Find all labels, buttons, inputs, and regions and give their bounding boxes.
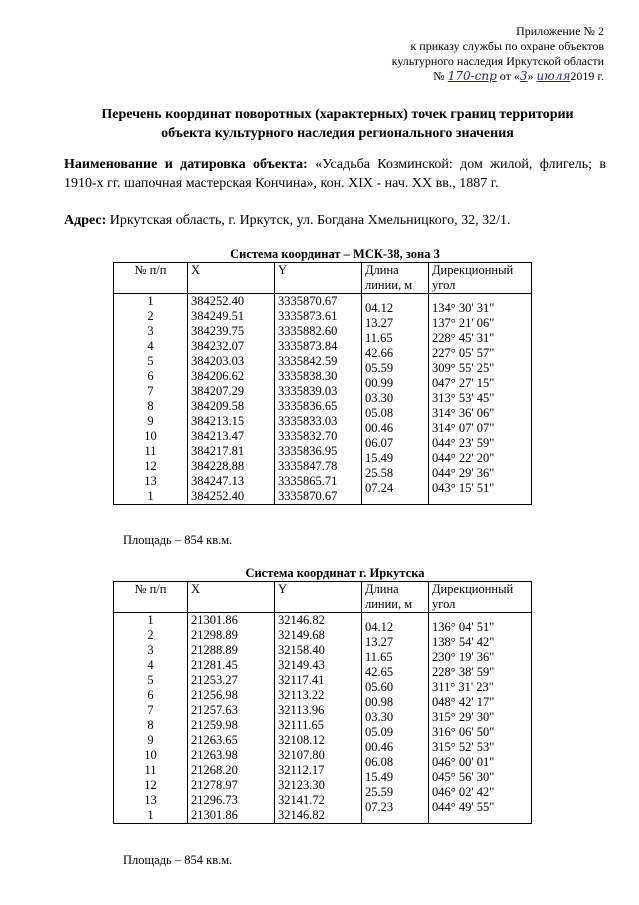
table2-num-cell: 9 xyxy=(147,733,154,747)
table1-y-cell: 3335873.61 xyxy=(278,309,338,323)
table2-angle-cell: 048° 42' 17" xyxy=(432,695,495,709)
header-length xyxy=(362,263,429,294)
table2-x-cell: 21259.98 xyxy=(191,718,238,732)
table1-angle-cell: 134° 30' 31" xyxy=(432,301,495,315)
table2-x-cell: 21256.98 xyxy=(191,688,238,702)
header-angle-line-2: угол xyxy=(432,278,456,292)
table1-y-cell: 3335870.67 xyxy=(278,489,338,503)
table2-x-cell: 21301.86 xyxy=(191,613,238,627)
table1-length-cell: 05.59 xyxy=(365,361,394,375)
table2-y-cell: 32108.12 xyxy=(278,733,325,747)
table2-angle-cell: 138° 54' 42" xyxy=(432,635,495,649)
table1-length-column xyxy=(362,294,429,505)
header-angle xyxy=(429,263,532,294)
header-angle xyxy=(429,582,532,613)
table2-num-cell: 4 xyxy=(147,658,154,672)
table2-angle-cell: 311° 31' 23" xyxy=(432,680,494,694)
table1-num-cell: 7 xyxy=(147,384,154,398)
table1-angle-cell: 044° 23' 59" xyxy=(432,436,495,450)
table1-angle-cell: 044° 22' 20" xyxy=(432,451,495,465)
table2-num-cell: 10 xyxy=(144,748,157,762)
table2-num-cell: 8 xyxy=(147,718,154,732)
table1-length-cell: 07.24 xyxy=(365,481,394,495)
table1-y-column xyxy=(275,294,362,505)
table1-length-cell: 00.99 xyxy=(365,376,394,390)
table1-num-cell: 13 xyxy=(144,474,157,488)
table2-angle-column xyxy=(429,613,532,824)
table1-x-cell: 384213.15 xyxy=(191,414,245,428)
table2-y-cell: 32158.40 xyxy=(278,643,325,657)
table1-y-cell: 3335836.95 xyxy=(278,444,338,458)
appendix-line-1: Приложение № 2 xyxy=(516,24,604,38)
title-line-2: объекта культурного наследия регионального значения xyxy=(161,126,514,141)
table2-y-cell: 32123.30 xyxy=(278,778,325,792)
table2-x-cell: 21301.86 xyxy=(191,808,238,822)
table1-length-cell: 06.07 xyxy=(365,436,394,450)
appendix-order-line xyxy=(304,69,604,84)
appendix-line-2: к приказу службы по охране объектов xyxy=(410,39,604,53)
table1-length-cell: 05.08 xyxy=(365,406,394,420)
order-month-handwritten: июля xyxy=(536,69,571,83)
table2-angle-cell: 315° 29' 30" xyxy=(432,710,495,724)
table2-num-cell: 7 xyxy=(147,703,154,717)
table1-x-cell: 384232.07 xyxy=(191,339,245,353)
table1-y-cell: 3335847.78 xyxy=(278,459,338,473)
table1-y-cell: 3335839.03 xyxy=(278,384,338,398)
table1-angle-cell: 314° 36' 06" xyxy=(432,406,495,420)
table2-y-cell: 32149.68 xyxy=(278,628,325,642)
table2-x-cell: 21257.63 xyxy=(191,703,238,717)
table1-num-cell: 12 xyxy=(144,459,157,473)
table2-length-cell: 11.65 xyxy=(365,650,393,664)
object-address-value: Иркутская область, г. Иркутск, ул. Богдана Хмельницкого, 32, 32/1. xyxy=(109,213,511,228)
table1-length-cell: 13.27 xyxy=(365,316,394,330)
table2-length-cell: 05.60 xyxy=(365,680,394,694)
header-angle-line-1: Дирекционный xyxy=(432,582,514,596)
table2-caption: Система координат г. Иркутска xyxy=(245,566,425,580)
table1-num-cell: 3 xyxy=(147,324,154,338)
table1-angle-cell: 227° 05' 57" xyxy=(432,346,495,360)
table1-y-cell: 3335836.65 xyxy=(278,399,338,413)
table2-num-cell: 1 xyxy=(147,613,154,627)
table1-length-cell: 04.12 xyxy=(365,301,394,315)
table2-num-column xyxy=(114,613,188,824)
table1-angle-cell: 044° 29' 36" xyxy=(432,466,495,480)
table1-x-cell: 384217.81 xyxy=(191,444,245,458)
table1-angle-cell: 314° 07' 07" xyxy=(432,421,495,435)
table2-angle-cell: 228° 38' 59" xyxy=(432,665,495,679)
table1-angle-cell: 043° 15' 51" xyxy=(432,481,495,495)
table1-length-cell: 15.49 xyxy=(365,451,394,465)
table1-body-row xyxy=(114,294,532,505)
table1-caption: Система координат – МСК-38, зона 3 xyxy=(230,247,440,261)
table1-x-cell: 384249.51 xyxy=(191,309,245,323)
table2-length-cell: 07.23 xyxy=(365,800,394,814)
order-year: 2019 г. xyxy=(570,69,604,83)
table1-x-column xyxy=(188,294,275,505)
table2-angle-cell: 315° 52' 53" xyxy=(432,740,495,754)
table2-length-cell: 13.27 xyxy=(365,635,394,649)
table2-num-cell: 3 xyxy=(147,643,154,657)
order-number-label: № xyxy=(433,69,445,83)
header-num: № п/п xyxy=(114,263,188,294)
table1-num-cell: 2 xyxy=(147,309,154,323)
table2-x-cell: 21296.73 xyxy=(191,793,238,807)
header-angle-line-1: Дирекционный xyxy=(432,263,514,277)
table1-x-cell: 384203.03 xyxy=(191,354,245,368)
table1-x-cell: 384209.58 xyxy=(191,399,245,413)
table2-num-cell: 2 xyxy=(147,628,154,642)
table1-num-cell: 4 xyxy=(147,339,154,353)
table2-y-cell: 32146.82 xyxy=(278,613,325,627)
table2-num-cell: 12 xyxy=(144,778,157,792)
table1-length-cell: 03.30 xyxy=(365,391,394,405)
table2-y-cell: 32113.96 xyxy=(278,703,325,717)
header-length-line-2: линии, м xyxy=(365,597,413,611)
table1-length-cell: 00.46 xyxy=(365,421,394,435)
table1-num-cell: 6 xyxy=(147,369,154,383)
table1-length-cell: 42.66 xyxy=(365,346,394,360)
table1-angle-cell: 047° 27' 15" xyxy=(432,376,495,390)
table2-y-cell: 32149.43 xyxy=(278,658,325,672)
order-date-mid: » xyxy=(527,69,534,83)
table1-coordinates xyxy=(113,262,532,505)
table2-x-cell: 21263.65 xyxy=(191,733,238,747)
object-name-value: «Усадьба Козминской: дом жилой, флигель; в 1910-х гг. шапочная мастерская Кончина», кон. XIX - нач. XX вв., 1887 г. xyxy=(64,157,607,191)
table2-angle-cell: 045° 56' 30" xyxy=(432,770,495,784)
header-num: № п/п xyxy=(114,582,188,613)
table2-y-cell: 32107.80 xyxy=(278,748,325,762)
table2-angle-cell: 230° 19' 36" xyxy=(432,650,495,664)
table1-y-cell: 3335838.30 xyxy=(278,369,338,383)
table1-angle-column xyxy=(429,294,532,505)
table2-length-cell: 00.46 xyxy=(365,740,394,754)
order-date-prefix: от « xyxy=(499,69,520,83)
table1-num-column xyxy=(114,294,188,505)
table2-length-cell: 05.09 xyxy=(365,725,394,739)
table1-angle-cell: 228° 45' 31" xyxy=(432,331,495,345)
table2-length-cell: 25.59 xyxy=(365,785,394,799)
table1-num-cell: 5 xyxy=(147,354,154,368)
table2-length-cell: 03.30 xyxy=(365,710,394,724)
table2-length-cell: 00.98 xyxy=(365,695,394,709)
table1-num-cell: 9 xyxy=(147,414,154,428)
header-length-line-2: линии, м xyxy=(365,278,413,292)
order-number-handwritten: 170-спр xyxy=(447,69,497,83)
table1-angle-cell: 309° 55' 25" xyxy=(432,361,495,375)
table2-header-row xyxy=(114,582,532,613)
header-y: Y xyxy=(275,263,362,294)
table2-area: Площадь – 854 кв.м. xyxy=(123,853,233,867)
document-title xyxy=(60,105,615,143)
table2-length-cell: 15.49 xyxy=(365,770,394,784)
table2-x-cell: 21263.98 xyxy=(191,748,238,762)
table1-x-cell: 384207.29 xyxy=(191,384,245,398)
table1-y-cell: 3335833.03 xyxy=(278,414,338,428)
table1-y-cell: 3335873.84 xyxy=(278,339,338,353)
table2-x-cell: 21278.97 xyxy=(191,778,238,792)
object-address-paragraph xyxy=(64,211,606,230)
table2-length-cell: 42.65 xyxy=(365,665,394,679)
table1-y-cell: 3335842.59 xyxy=(278,354,338,368)
table1-x-cell: 384213.47 xyxy=(191,429,245,443)
header-length xyxy=(362,582,429,613)
table2-num-cell: 5 xyxy=(147,673,154,687)
table1-x-cell: 384252.40 xyxy=(191,294,245,308)
order-day-handwritten: 3 xyxy=(519,69,528,83)
table2-x-cell: 21288.89 xyxy=(191,643,238,657)
title-line-1: Перечень координат поворотных (характерных) точек границ территории xyxy=(101,107,574,122)
table1-num-cell: 10 xyxy=(144,429,157,443)
table1-x-cell: 384239.75 xyxy=(191,324,245,338)
table2-angle-cell: 044° 49' 55" xyxy=(432,800,495,814)
table2-y-cell: 32146.82 xyxy=(278,808,325,822)
header-angle-line-2: угол xyxy=(432,597,456,611)
table1-x-cell: 384247.13 xyxy=(191,474,245,488)
table1-length-cell: 11.65 xyxy=(365,331,393,345)
table2-x-column xyxy=(188,613,275,824)
object-name-paragraph xyxy=(64,155,606,193)
table1-y-cell: 3335882.60 xyxy=(278,324,338,338)
table2-coordinates xyxy=(113,581,532,824)
header-y: Y xyxy=(275,582,362,613)
table1-y-cell: 3335832.70 xyxy=(278,429,338,443)
table1-length-cell: 25.58 xyxy=(365,466,394,480)
table1-num-cell: 8 xyxy=(147,399,154,413)
table2-x-cell: 21268.20 xyxy=(191,763,238,777)
table2-x-cell: 21281.45 xyxy=(191,658,238,672)
table1-angle-cell: 137° 21' 06" xyxy=(432,316,495,330)
table2-y-cell: 32113.22 xyxy=(278,688,325,702)
appendix-header xyxy=(304,24,604,84)
table1-x-cell: 384252.40 xyxy=(191,489,245,503)
table1-x-cell: 384206.62 xyxy=(191,369,245,383)
table2-length-column xyxy=(362,613,429,824)
table2-y-cell: 32117.41 xyxy=(278,673,325,687)
table2-y-cell: 32141.72 xyxy=(278,793,325,807)
table2-num-cell: 11 xyxy=(144,763,157,777)
table2-y-column xyxy=(275,613,362,824)
table1-y-cell: 3335870.67 xyxy=(278,294,338,308)
table2-body-row xyxy=(114,613,532,824)
table2-angle-cell: 046° 02' 42" xyxy=(432,785,495,799)
table2-angle-cell: 316° 06' 50" xyxy=(432,725,495,739)
object-address-label: Адрес: xyxy=(64,213,107,228)
header-length-line-1: Длина xyxy=(365,263,399,277)
table1-header-row xyxy=(114,263,532,294)
header-x: X xyxy=(188,263,275,294)
table2-length-cell: 06.08 xyxy=(365,755,394,769)
table2-x-cell: 21253.27 xyxy=(191,673,238,687)
object-name-label: Наименование и датировка объекта: xyxy=(64,157,308,172)
table2-y-cell: 32111.65 xyxy=(278,718,324,732)
table2-num-cell: 13 xyxy=(144,793,157,807)
table1-num-cell: 11 xyxy=(144,444,157,458)
table1-angle-cell: 313° 53' 45" xyxy=(432,391,495,405)
table2-angle-cell: 046° 00' 01" xyxy=(432,755,495,769)
header-x: X xyxy=(188,582,275,613)
table1-area: Площадь – 854 кв.м. xyxy=(123,533,233,547)
table1-num-cell: 1 xyxy=(147,294,154,308)
table1-y-cell: 3335865.71 xyxy=(278,474,338,488)
table2-y-cell: 32112.17 xyxy=(278,763,325,777)
table2-x-cell: 21298.89 xyxy=(191,628,238,642)
table1-num-cell: 1 xyxy=(147,489,154,503)
table1-x-cell: 384228.88 xyxy=(191,459,245,473)
appendix-line-3: культурного наследия Иркутской области xyxy=(391,54,604,68)
header-length-line-1: Длина xyxy=(365,582,399,596)
table2-num-cell: 1 xyxy=(147,808,154,822)
table2-num-cell: 6 xyxy=(147,688,154,702)
table2-angle-cell: 136° 04' 51" xyxy=(432,620,495,634)
table2-length-cell: 04.12 xyxy=(365,620,394,634)
